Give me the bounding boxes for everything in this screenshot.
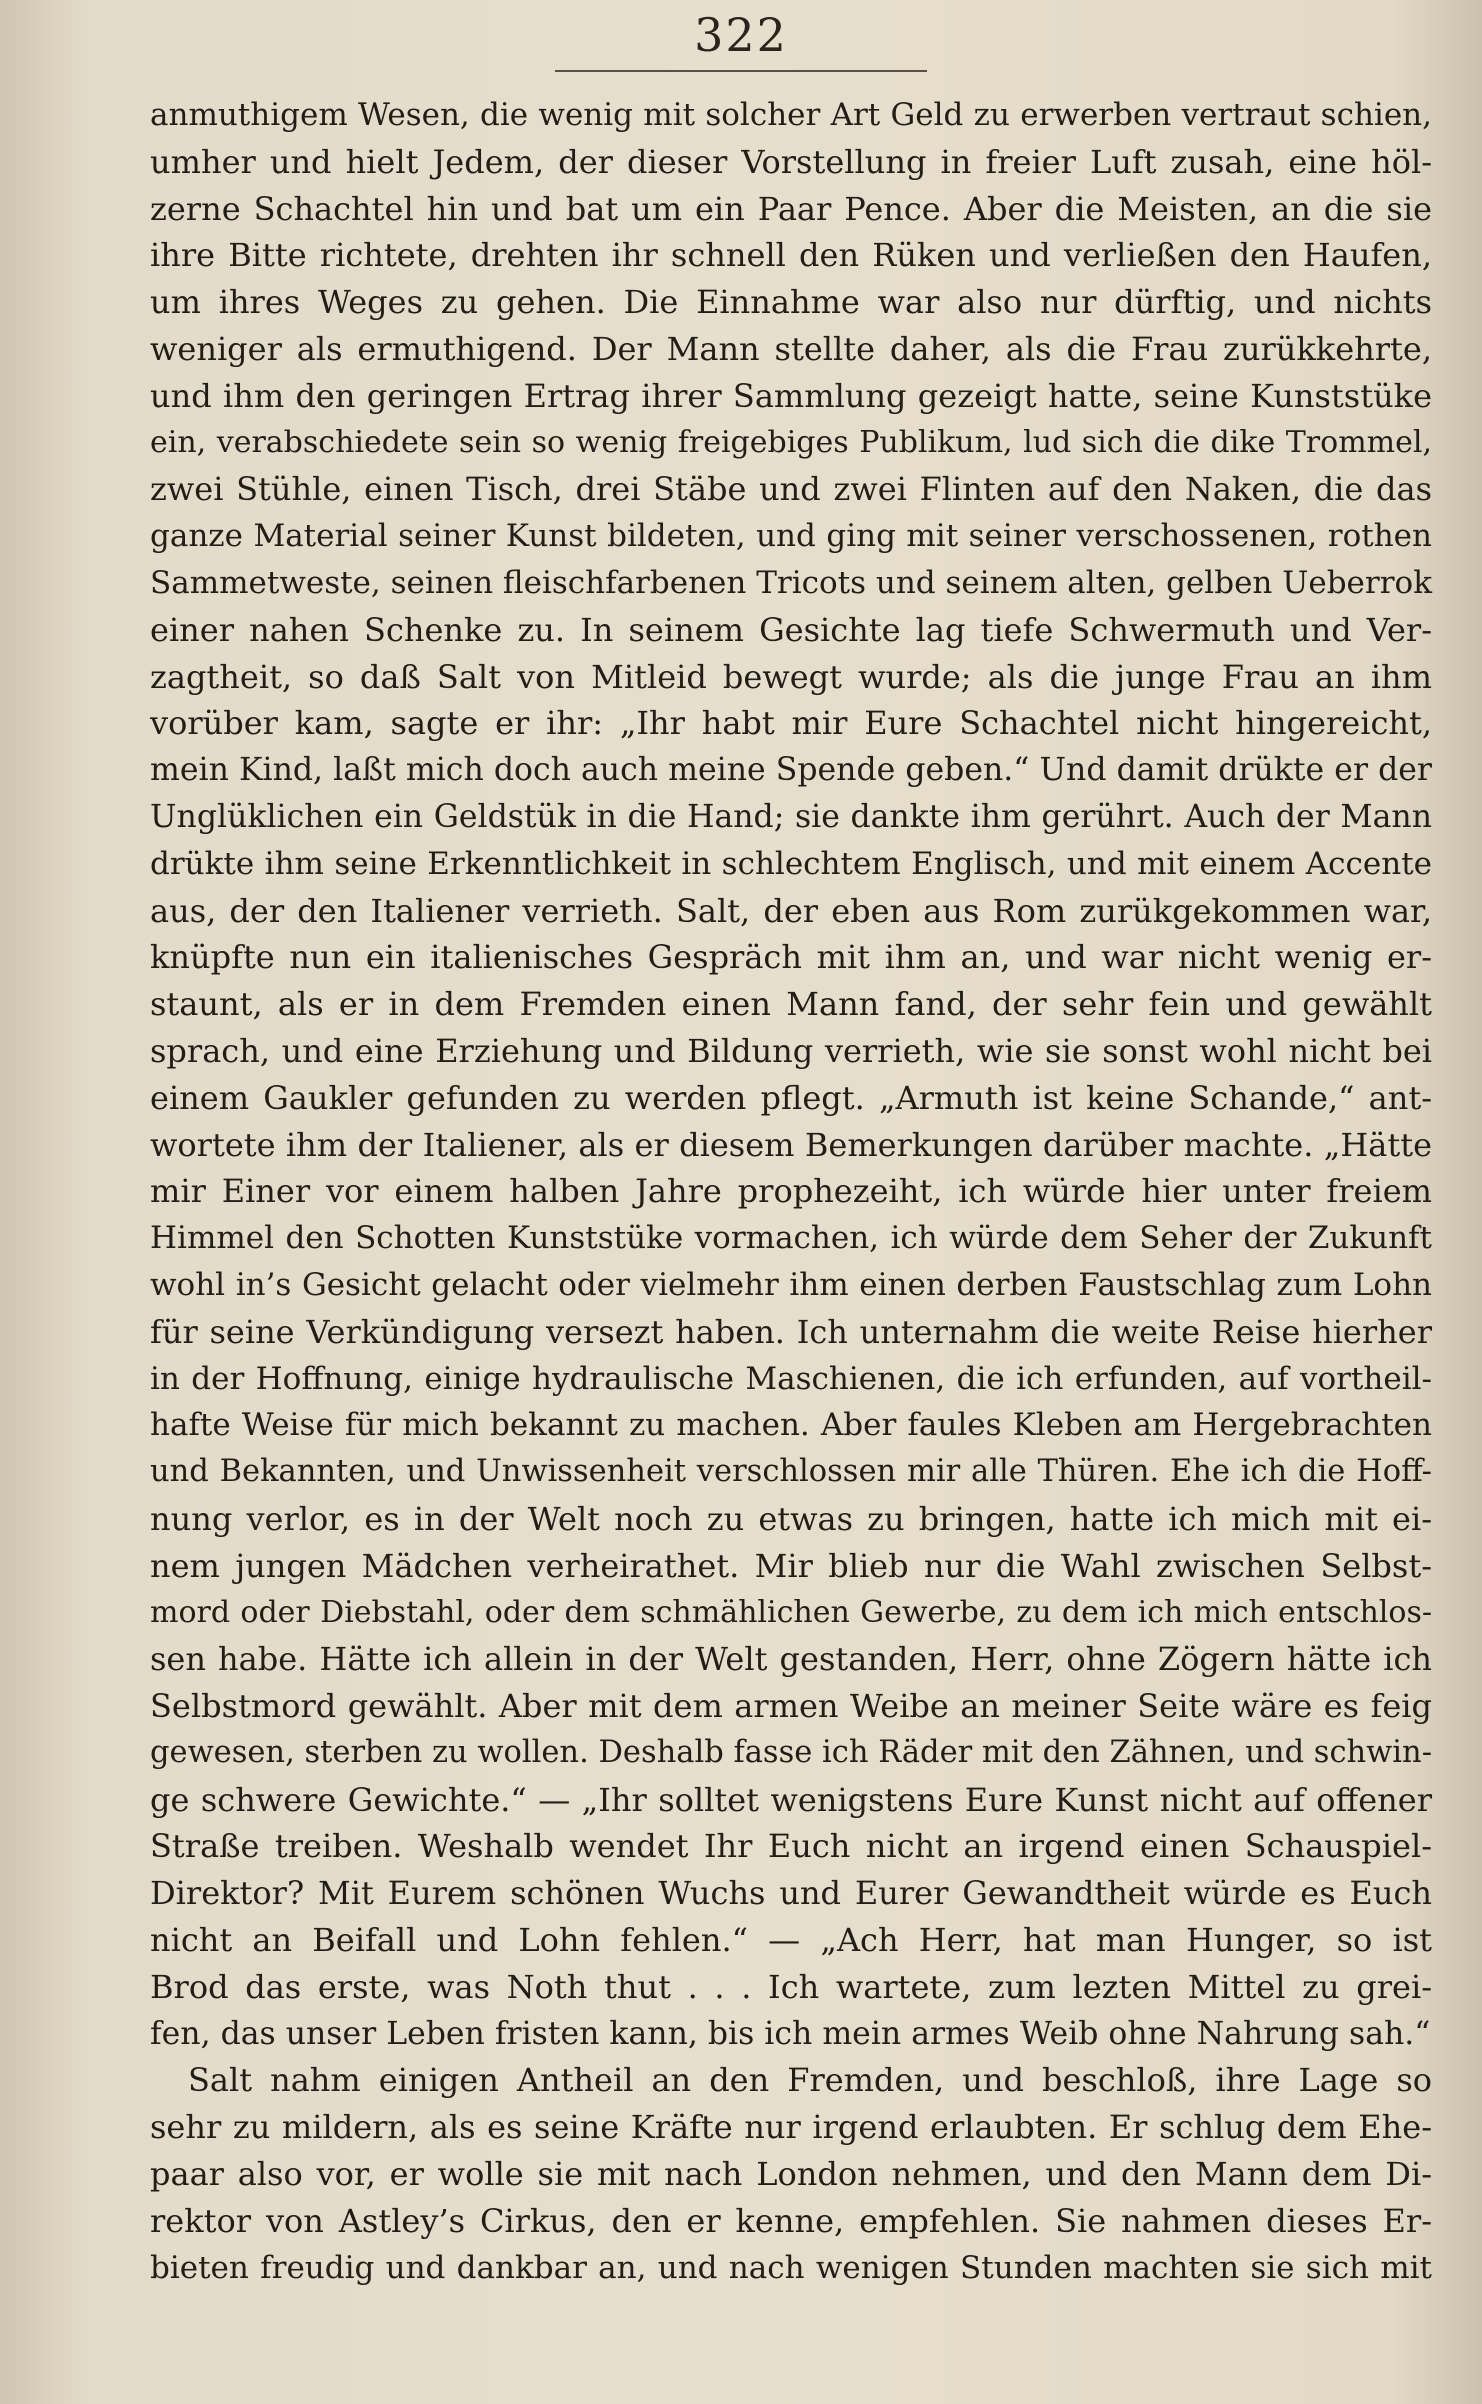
- page-number: 322: [694, 8, 788, 62]
- text-line: Brod das erste, was Noth thut . . . Ich wartete, zum lezten Mittel zu grei-: [150, 1967, 1432, 2006]
- text-line: staunt, als er in dem Fremden einen Mann fand, der sehr fein und gewählt: [150, 985, 1432, 1024]
- text-line: um ihres Weges zu gehen. Die Einnahme war also nur dürftig, und nichts: [150, 283, 1432, 322]
- text-line: aus, der den Italiener verrieth. Salt, der eben aus Rom zurükgekommen war,: [150, 891, 1432, 930]
- text-line: zagtheit, so daß Salt von Mitleid bewegt wurde; als die junge Frau an ihm: [150, 657, 1432, 696]
- text-line: fen, das unser Leben fristen kann, bis ich mein armes Weib ohne Nahrung sah.“: [150, 2015, 1431, 2052]
- text-line: ihre Bitte richtete, drehten ihr schnell den Rüken und verließen den Haufen,: [150, 236, 1432, 275]
- text-line: anmuthigem Wesen, die wenig mit solcher Art Geld zu erwerben vertraut schien,: [150, 97, 1432, 133]
- text-line: umher und hielt Jedem, der dieser Vorstellung in freier Luft zusah, eine höl-: [150, 142, 1432, 181]
- text-line: gewesen, sterben zu wollen. Deshalb fasse ich Räder mit den Zähnen, und schwin-: [150, 1734, 1432, 1770]
- text-line: nung verlor, es in der Welt noch zu etwas zu bringen, hatte ich mich mit ei-: [150, 1499, 1432, 1538]
- text-line: und Bekannten, und Unwissenheit verschlossen mir alle Thüren. Ehe ich die Hoff-: [150, 1454, 1432, 1490]
- text-line: ganze Material seiner Kunst bildeten, und ging mit seiner verschossenen, rothen: [150, 518, 1432, 555]
- text-line: sprach, und eine Erziehung und Bildung verrieth, wie sie sonst wohl nicht bei: [150, 1031, 1432, 1070]
- text-line: Selbstmord gewählt. Aber mit dem armen Weibe an meiner Seite wäre es feig: [150, 1687, 1432, 1726]
- text-line: wortete ihm der Italiener, als er diesem Bemerkungen darüber machte. „Hätte: [150, 1125, 1432, 1164]
- paragraph: [150, 92, 1432, 2057]
- text-line: drükte ihm seine Erkenntlichkeit in schlechtem Englisch, und mit einem Accente: [150, 845, 1432, 882]
- text-line: weniger als ermuthigend. Der Mann stellte daher, als die Frau zurükkehrte,: [150, 329, 1432, 368]
- text-line: ein, verabschiedete sein so wenig freigebiges Publikum, lud sich die dike Trommel,: [150, 424, 1432, 460]
- text-line: für seine Verkündigung versezt haben. Ich unternahm die weite Reise hierher: [150, 1312, 1432, 1351]
- text-line: sehr zu mildern, als es seine Kräfte nur irgend erlaubten. Er schlug dem Ehe-: [150, 2108, 1432, 2147]
- text-line: nem jungen Mädchen verheirathet. Mir blieb nur die Wahl zwischen Selbst-: [150, 1546, 1432, 1585]
- text-line: Himmel den Schotten Kunststüke vormachen, ich würde dem Seher der Zukunft: [150, 1220, 1432, 1257]
- text-line: nicht an Beifall und Lohn fehlen.“ — „Ach Herr, hat man Hunger, so ist: [150, 1921, 1432, 1960]
- text-line: in der Hoffnung, einige hydraulische Maschienen, die ich erfunden, auf vortheil-: [150, 1360, 1432, 1397]
- text-line: mir Einer vor einem halben Jahre prophezeiht, ich würde hier unter freiem: [150, 1172, 1432, 1211]
- text-line: bieten freudig und dankbar an, und nach wenigen Stunden machten sie sich mit: [150, 2249, 1432, 2286]
- paragraph: [150, 2057, 1432, 2291]
- text-line: zerne Schachtel hin und bat um ein Paar Pence. Aber die Meisten, an die sie: [150, 189, 1432, 228]
- text-line: mein Kind, laßt mich doch auch meine Spende geben.“ Und damit drükte er der: [150, 752, 1432, 789]
- text-line: knüpfte nun ein italienisches Gespräch mit ihm an, und war nicht wenig er-: [150, 938, 1432, 977]
- text-line: rektor von Astley’s Cirkus, den er kenne, empfehlen. Sie nahmen dieses Er-: [150, 2201, 1432, 2240]
- text-line: vorüber kam, sagte er ihr: „Ihr habt mir Eure Schachtel nicht hingereicht,: [150, 704, 1432, 743]
- text-line: hafte Weise für mich bekannt zu machen. Aber faules Kleben am Hergebrachten: [150, 1407, 1432, 1444]
- text-line: einem Gaukler gefunden zu werden pflegt. „Armuth ist keine Schande,“ ant-: [150, 1078, 1432, 1117]
- text-line: Unglüklichen ein Geldstük in die Hand; sie dankte ihm gerührt. Auch der Mann: [150, 798, 1432, 835]
- text-line: und ihm den geringen Ertrag ihrer Sammlung gezeigt hatte, seine Kunststüke: [150, 376, 1432, 415]
- text-line: Direktor? Mit Eurem schönen Wuchs und Eurer Gewandtheit würde es Euch: [150, 1874, 1432, 1913]
- text-line: Sammetweste, seinen fleischfarbenen Tricots und seinem alten, gelben Ueberrok: [150, 564, 1432, 601]
- text-line: mord oder Diebstahl, oder dem schmählichen Gewerbe, zu dem ich mich entschlos-: [150, 1594, 1432, 1630]
- text-line: sen habe. Hätte ich allein in der Welt gestanden, Herr, ohne Zögern hätte ich: [150, 1640, 1432, 1679]
- text-line: ge schwere Gewichte.“ — „Ihr solltet wenigstens Eure Kunst nicht auf offener: [150, 1780, 1432, 1819]
- text-line: einer nahen Schenke zu. In seinem Gesichte lag tiefe Schwermuth und Ver-: [150, 610, 1432, 649]
- text-line: wohl in’s Gesicht gelacht oder vielmehr ihm einen derben Faustschlag zum Lohn: [150, 1266, 1432, 1303]
- header-rule: [555, 70, 927, 72]
- text-line: Salt nahm einigen Antheil an den Fremden, und beschloß, ihre Lage so: [188, 2061, 1432, 2100]
- text-line: zwei Stühle, einen Tisch, drei Stäbe und zwei Flinten auf den Naken, die das: [150, 470, 1432, 509]
- text-line: paar also vor, er wolle sie mit nach London nehmen, und den Mann dem Di-: [150, 2155, 1432, 2194]
- text-line: Straße treiben. Weshalb wendet Ihr Euch nicht an irgend einen Schauspiel-: [150, 1827, 1432, 1866]
- body-text: [150, 92, 1432, 2291]
